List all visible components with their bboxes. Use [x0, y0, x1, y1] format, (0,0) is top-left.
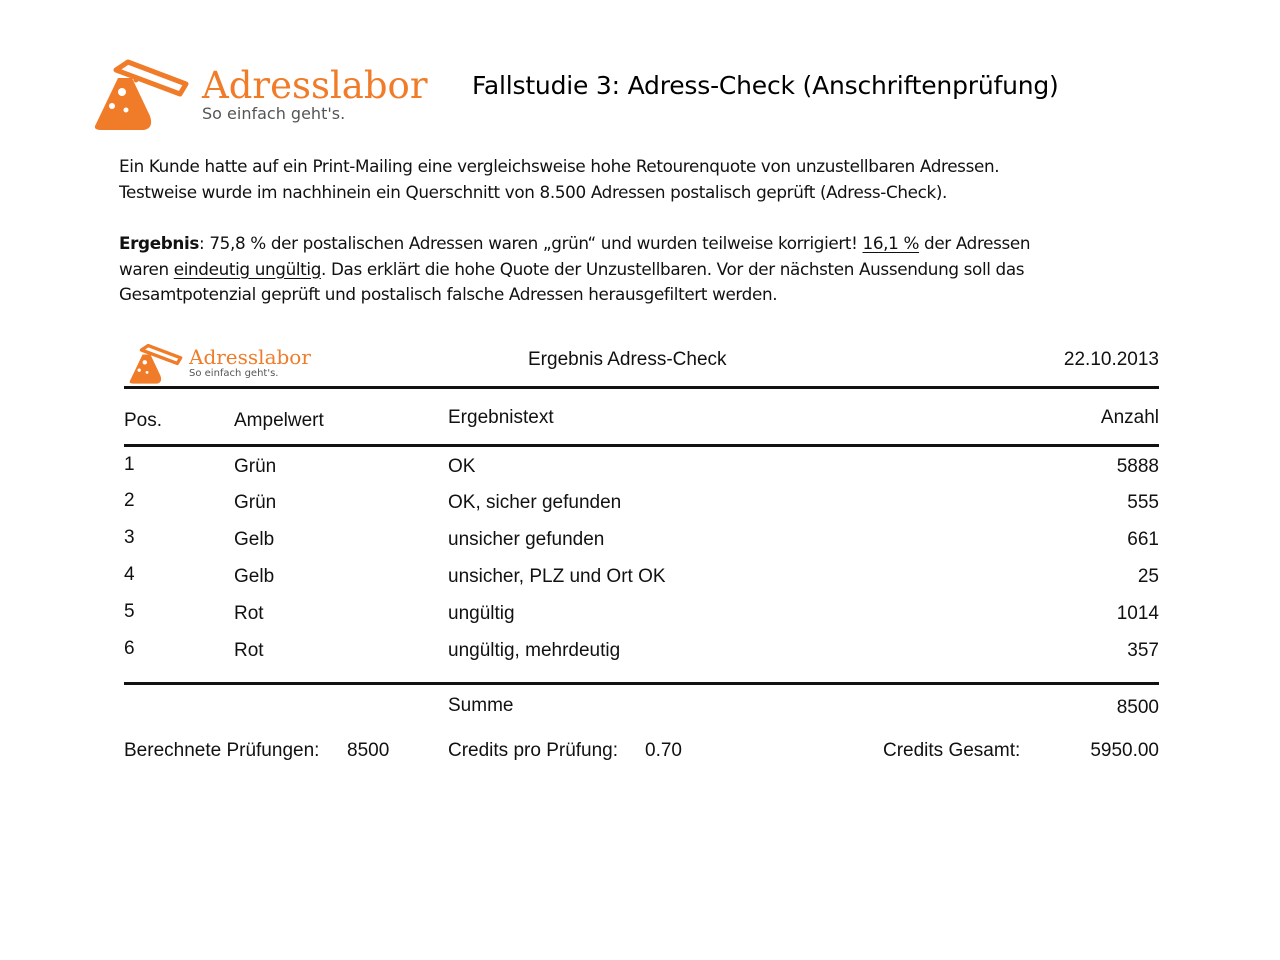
brand-logo: [92, 58, 192, 132]
row-ampel: Rot: [234, 640, 264, 661]
table-row: [0, 639, 1280, 676]
row-count: 1014: [1116, 603, 1159, 624]
row-count: 25: [1137, 566, 1159, 587]
row-ampel: Rot: [234, 603, 264, 624]
report-brand-tagline: So einfach geht's.: [189, 368, 279, 379]
row-text: OK, sicher gefunden: [448, 492, 622, 513]
table-row: [0, 491, 1280, 528]
divider-bottom: [124, 682, 1159, 685]
row-pos: 6: [124, 638, 135, 659]
row-count: 661: [1127, 529, 1159, 550]
credits-total-value: 5950.00: [1090, 740, 1159, 761]
result-text-3: waren: [119, 258, 174, 279]
row-text: unsicher gefunden: [448, 529, 605, 550]
table-row: [0, 528, 1280, 565]
row-text: ungültig, mehrdeutig: [448, 640, 621, 661]
sum-label: Summe: [448, 695, 514, 716]
credits-per-label: Credits pro Prüfung:: [448, 740, 619, 761]
row-pos: 1: [124, 454, 135, 475]
row-pos: 3: [124, 527, 135, 548]
row-pos: 2: [124, 490, 135, 511]
divider-header: [124, 444, 1159, 447]
flask-icon: [92, 58, 192, 132]
report-date: 22.10.2013: [1063, 349, 1159, 370]
row-ampel: Grün: [234, 456, 277, 477]
result-underlined: eindeutig ungültig: [173, 258, 322, 279]
intro-line-2: Testweise wurde im nachhinein ein Querschnitt von 8.500 Adressen postalisch geprüft (Adress-Check).: [119, 181, 948, 202]
row-text: ungültig: [448, 603, 515, 624]
column-header-pos: Pos.: [124, 410, 163, 431]
row-text: OK: [448, 456, 476, 477]
table-row: [0, 602, 1280, 639]
result-text-2: der Adressen: [919, 233, 1031, 253]
brand-name: Adresslabor: [202, 64, 428, 107]
result-line-2: [119, 257, 1129, 283]
result-paragraph: [119, 231, 1129, 308]
row-count: 5888: [1116, 456, 1159, 477]
result-percent: 16,1 %: [862, 233, 920, 253]
result-line-3: Gesamtpotenzial geprüft und postalisch falsche Adressen herausgefiltert werden.: [119, 284, 778, 304]
row-ampel: Gelb: [234, 566, 275, 587]
column-header-ampel: Ampelwert: [234, 410, 324, 431]
checks-label: Berechnete Prüfungen:: [124, 740, 320, 761]
credits-per-value: 0.70: [645, 740, 682, 761]
table-row: [0, 565, 1280, 602]
row-ampel: Gelb: [234, 529, 275, 550]
intro-paragraph: [119, 154, 1129, 205]
row-pos: 4: [124, 564, 135, 585]
row-pos: 5: [124, 601, 135, 622]
brand-tagline: So einfach geht's.: [202, 104, 346, 123]
row-text: unsicher, PLZ und Ort OK: [448, 566, 666, 587]
result-label: Ergebnis: [119, 233, 200, 253]
intro-line-1: Ein Kunde hatte auf ein Print-Mailing eine vergleichsweise hohe Retourenquote von unzustellbaren Adressen.: [119, 156, 1000, 176]
page-title: Fallstudie 3: Adress-Check (Anschriftenprüfung): [472, 71, 1059, 100]
result-text-1: : 75,8 % der postalischen Adressen waren „grün“ und wurden teilweise korrigiert!: [199, 233, 863, 253]
report-title: Ergebnis Adress-Check: [528, 349, 727, 370]
sum-value: 8500: [1116, 697, 1159, 718]
report-logo: [128, 343, 184, 385]
result-line-1: [119, 231, 1129, 257]
divider-top: [124, 386, 1159, 389]
column-header-text: Ergebnistext: [448, 407, 554, 428]
checks-value: 8500: [347, 740, 390, 761]
row-ampel: Grün: [234, 492, 277, 513]
flask-icon-small: [128, 343, 184, 385]
report-brand-name: Adresslabor: [189, 345, 311, 369]
row-count: 357: [1127, 640, 1159, 661]
row-count: 555: [1127, 492, 1159, 513]
result-text-4: . Das erklärt die hohe Quote der Unzustellbaren. Vor der nächsten Aussendung soll das: [321, 258, 1025, 279]
table-row: [0, 455, 1280, 492]
credits-total-label: Credits Gesamt:: [883, 740, 1021, 761]
column-header-count: Anzahl: [1100, 407, 1159, 428]
